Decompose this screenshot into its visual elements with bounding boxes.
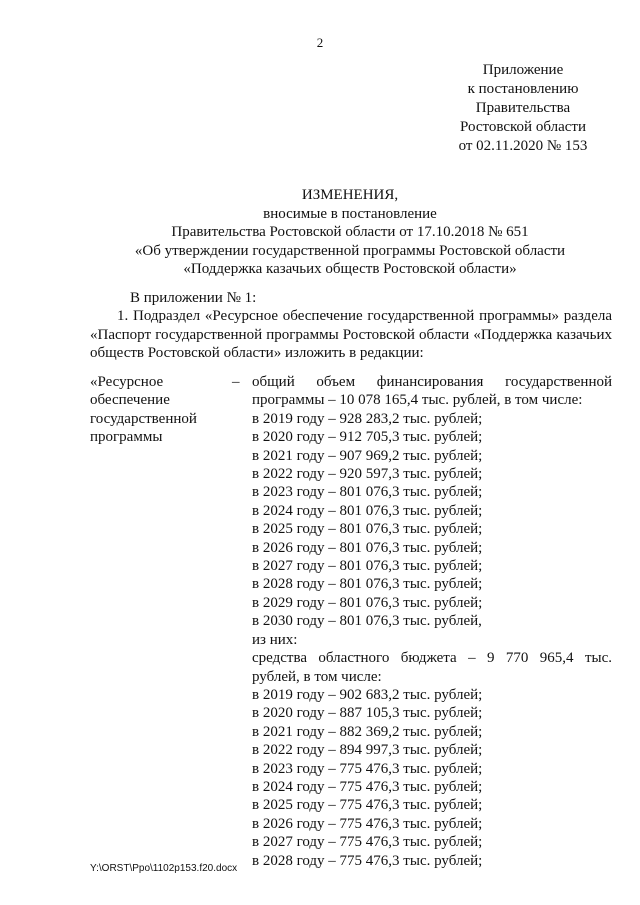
intro-paragraph: 1. Подраздел «Ресурсное обеспечение государственной программы» раздела «Паспорт государственной программы Ростовской области «Поддержка казачьих обществ Ростовской области» изложить в редакции: xyxy=(90,308,612,362)
regional-year-line: в 2024 году – 775 476,3 тыс. рублей; xyxy=(252,778,483,795)
total-year-line: в 2020 году – 912 705,3 тыс. рублей; xyxy=(252,429,483,446)
appendix-line: Приложение xyxy=(482,62,564,78)
label-line: обеспечение xyxy=(90,392,170,409)
appendix-line: Правительства xyxy=(475,100,571,116)
regional-year-line: в 2027 году – 775 476,3 тыс. рублей; xyxy=(252,834,483,851)
appendix-line: Ростовской области xyxy=(460,119,586,135)
title-heading: ИЗМЕНЕНИЯ, xyxy=(301,187,399,203)
total-year-line: в 2025 году – 801 076,3 тыс. рублей; xyxy=(252,521,483,538)
appendix-line: к постановлению xyxy=(467,81,579,97)
label-line: государственной xyxy=(90,410,197,427)
title-line: «Поддержка казачьих обществ Ростовской области» xyxy=(183,261,517,277)
title-line: Правительства Ростовской области от 17.10.2018 № 651 xyxy=(171,224,529,240)
label-line: программы xyxy=(90,429,163,446)
document-title xyxy=(90,186,610,279)
regional-year-line: в 2026 году – 775 476,3 тыс. рублей; xyxy=(252,815,483,832)
total-year-line: в 2019 году – 928 283,2 тыс. рублей; xyxy=(252,410,483,427)
footer-file-path: Y:\ORST\Ppo\1102p153.f20.docx xyxy=(90,863,238,874)
total-line: программы – 10 078 165,4 тыс. рублей, в том числе: xyxy=(252,392,583,409)
total-year-line: в 2029 году – 801 076,3 тыс. рублей; xyxy=(252,594,483,611)
regional-year-line: в 2028 году – 775 476,3 тыс. рублей; xyxy=(252,852,483,869)
total-year-line: в 2027 году – 801 076,3 тыс. рублей; xyxy=(252,558,483,575)
regional-year-line: в 2025 году – 775 476,3 тыс. рублей; xyxy=(252,797,483,814)
title-line: вносимые в постановление xyxy=(263,205,437,222)
total-line: общий объем финансирования государственной xyxy=(252,374,612,390)
title-line: «Об утверждении государственной программы Ростовской области xyxy=(134,242,566,259)
intro-paragraph: В приложении № 1: xyxy=(130,290,257,306)
total-year-line: в 2021 году – 907 969,2 тыс. рублей; xyxy=(252,447,483,464)
resource-label xyxy=(90,373,230,447)
regional-line: средства областного бюджета – 9 770 965,4 тыс. xyxy=(252,650,612,667)
total-year-line: в 2028 году – 801 076,3 тыс. рублей; xyxy=(252,576,483,593)
appendix-line: от 02.11.2020 № 153 xyxy=(458,138,588,154)
regional-year-line: в 2023 году – 775 476,3 тыс. рублей; xyxy=(252,760,483,777)
regional-line: рублей, в том числе: xyxy=(252,668,382,685)
regional-year-line: в 2019 году – 902 683,2 тыс. рублей; xyxy=(252,686,483,703)
appendix-header xyxy=(438,61,608,156)
regional-year-line: в 2020 году – 887 105,3 тыс. рублей; xyxy=(252,705,483,722)
total-year-line: в 2024 году – 801 076,3 тыс. рублей; xyxy=(252,502,483,519)
resource-content xyxy=(252,373,612,870)
label-dash: – xyxy=(232,374,240,390)
label-line: «Ресурсное xyxy=(90,374,164,390)
of-them-line: из них: xyxy=(252,631,298,648)
regional-year-line: в 2022 году – 894 997,3 тыс. рублей; xyxy=(252,742,483,759)
intro-text xyxy=(90,289,612,363)
total-year-line: в 2023 году – 801 076,3 тыс. рублей; xyxy=(252,484,483,501)
total-year-line: в 2026 году – 801 076,3 тыс. рублей; xyxy=(252,539,483,556)
regional-year-line: в 2021 году – 882 369,2 тыс. рублей; xyxy=(252,723,483,740)
total-year-line: в 2030 году – 801 076,3 тыс. рублей, xyxy=(252,613,482,630)
page-number: 2 xyxy=(316,35,324,50)
total-year-line: в 2022 году – 920 597,3 тыс. рублей; xyxy=(252,466,483,483)
